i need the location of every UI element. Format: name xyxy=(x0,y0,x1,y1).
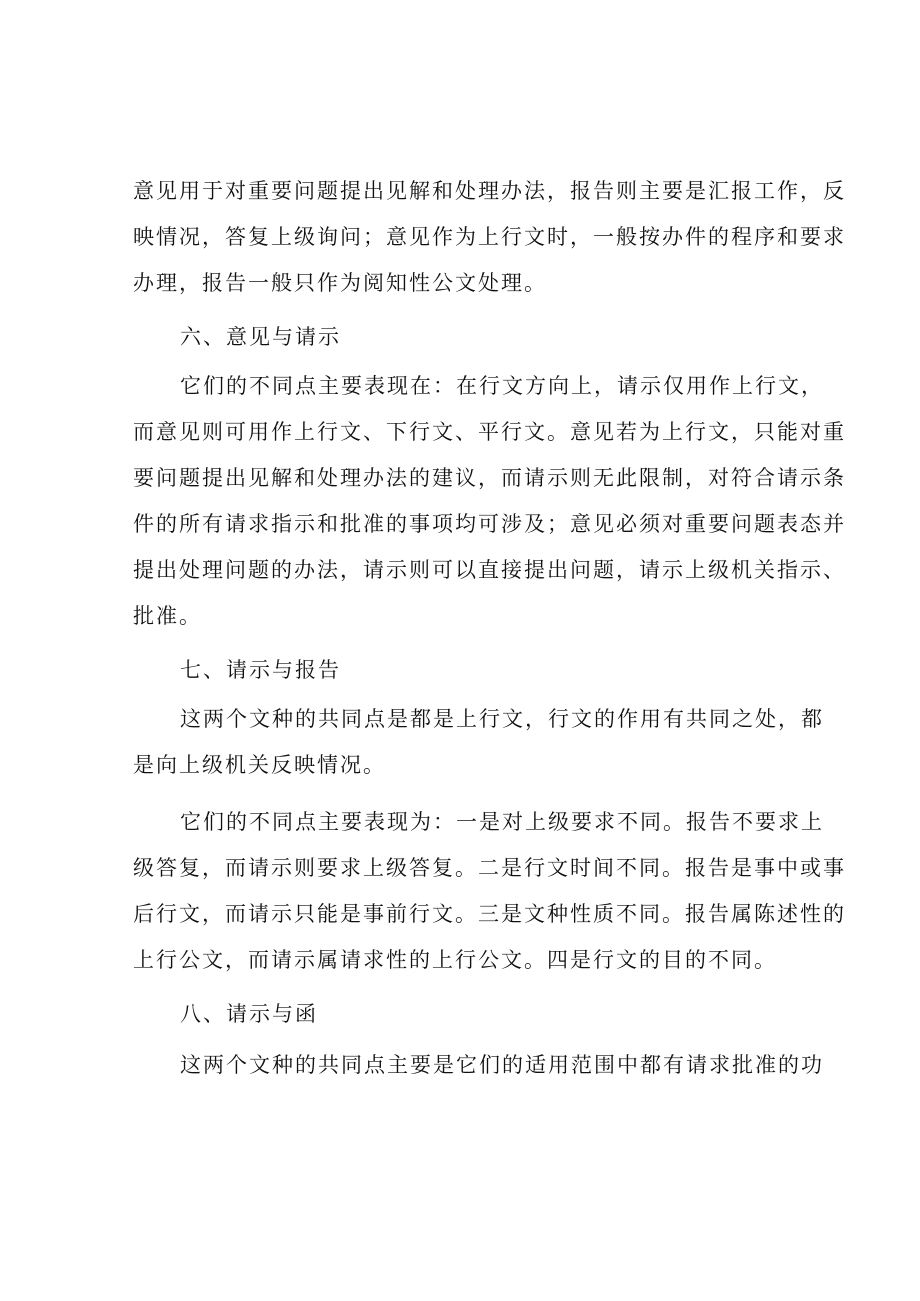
paragraph-line: 要问题提出见解和处理办法的建议，而请示则无此限制，对符合请示条 xyxy=(133,466,846,490)
paragraph-line: 这两个文种的共同点主要是它们的适用范围中都有请求批准的功 xyxy=(180,1053,824,1077)
paragraph-line: 后行文，而请示只能是事前行文。三是文种性质不同。报告属陈述性的 xyxy=(133,902,846,926)
paragraph-line: 提出处理问题的办法，请示则可以直接提出问题，请示上级机关指示、 xyxy=(133,558,846,582)
section-heading: 六、意见与请示 xyxy=(180,325,341,349)
paragraph-line: 意见用于对重要问题提出见解和处理办法，报告则主要是汇报工作，反 xyxy=(133,179,846,203)
paragraph-line: 是向上级机关反映情况。 xyxy=(133,753,386,777)
section-heading: 七、请示与报告 xyxy=(180,658,341,682)
paragraph-line: 件的所有请求指示和批准的事项均可涉及；意见必须对重要问题表态并 xyxy=(133,512,846,536)
paragraph-line: 级答复，而请示则要求上级答复。二是行文时间不同。报告是事中或事 xyxy=(133,856,846,880)
section-heading: 八、请示与函 xyxy=(180,1002,318,1026)
paragraph-line: 映情况，答复上级询问；意见作为上行文时，一般按办件的程序和要求 xyxy=(133,225,846,249)
paragraph-line: 而意见则可用作上行文、下行文、平行文。意见若为上行文，只能对重 xyxy=(133,420,846,444)
paragraph-line: 它们的不同点主要表现为：一是对上级要求不同。报告不要求上 xyxy=(180,810,824,834)
paragraph-line: 办理，报告一般只作为阅知性公文处理。 xyxy=(133,271,547,295)
paragraph-line: 它们的不同点主要表现在：在行文方向上，请示仅用作上行文， xyxy=(180,374,824,398)
paragraph-line: 这两个文种的共同点是都是上行文，行文的作用有共同之处，都 xyxy=(180,707,824,731)
paragraph-line: 批准。 xyxy=(133,604,202,628)
paragraph-line: 上行公文，而请示属请求性的上行公文。四是行文的目的不同。 xyxy=(133,948,777,972)
